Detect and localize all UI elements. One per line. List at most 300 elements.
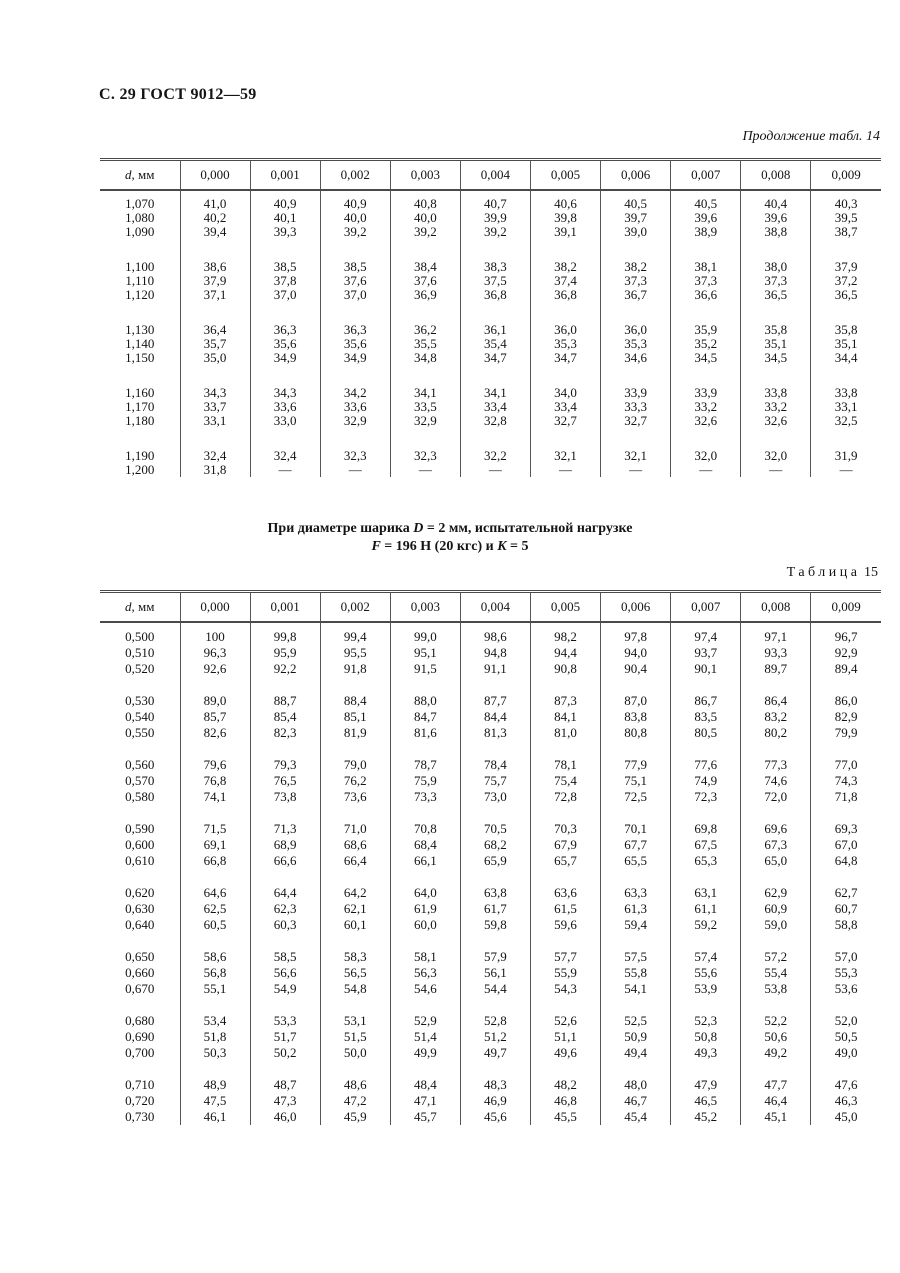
table-cell: 81,6: [390, 725, 460, 741]
table-cell: 72,5: [601, 789, 671, 805]
table-cell: 85,4: [250, 709, 320, 725]
table-cell: 37,1: [180, 288, 250, 302]
table-cell: 53,8: [741, 981, 811, 997]
table-cell: 57,9: [460, 949, 530, 965]
table-cell: 87,7: [460, 693, 530, 709]
table-cell: 34,6: [601, 351, 671, 365]
table-cell: 55,6: [671, 965, 741, 981]
table-cell: 32,7: [601, 414, 671, 428]
table-cell: 46,3: [811, 1093, 881, 1109]
table-cell: 0,690: [125, 1029, 155, 1044]
table-cell: —: [811, 463, 881, 477]
table-row: [100, 225, 881, 239]
column-header: d, мм: [100, 160, 180, 191]
table-cell: 58,8: [811, 917, 881, 933]
table-cell: 0,710: [125, 1077, 155, 1092]
table-cell: 1,070: [125, 196, 155, 211]
table-cell: 62,1: [320, 901, 390, 917]
table-cell: 34,7: [530, 351, 600, 365]
table-cell: 60,5: [180, 917, 250, 933]
table-cell: 68,6: [320, 837, 390, 853]
table-cell: 53,1: [320, 1013, 390, 1029]
table-cell: 56,1: [460, 965, 530, 981]
table-cell: 99,8: [250, 622, 320, 645]
table-cell: 58,5: [250, 949, 320, 965]
table-cell: 64,8: [811, 853, 881, 869]
table-cell: 53,6: [811, 981, 881, 997]
table-cell: 45,7: [390, 1109, 460, 1125]
table-cell: 38,3: [460, 260, 530, 274]
table-cell: 56,8: [180, 965, 250, 981]
page-header: С. 29 ГОСТ 9012—59: [99, 86, 257, 103]
table-cell: 47,7: [741, 1077, 811, 1093]
table-row: [100, 1013, 881, 1029]
table-cell: 38,1: [671, 260, 741, 274]
table-cell: 46,4: [741, 1093, 811, 1109]
table-cell: 57,5: [601, 949, 671, 965]
column-header: 0,003: [390, 592, 460, 623]
table-cell: 39,3: [250, 225, 320, 239]
table-row: [100, 288, 881, 302]
table-cell: 31,9: [811, 449, 881, 463]
table-cell: 50,9: [601, 1029, 671, 1045]
table-cell: 33,6: [320, 400, 390, 414]
table-cell: 36,7: [601, 288, 671, 302]
table-cell: 86,0: [811, 693, 881, 709]
table-cell: 32,0: [671, 449, 741, 463]
table-cell: —: [530, 463, 600, 477]
table-cell: 37,3: [601, 274, 671, 288]
table-cell: 60,7: [811, 901, 881, 917]
table-cell: 38,2: [530, 260, 600, 274]
table-row: [100, 901, 881, 917]
table-cell: 32,6: [741, 414, 811, 428]
table-cell: 33,1: [811, 400, 881, 414]
table-cell: 36,1: [460, 323, 530, 337]
header-row: [100, 592, 881, 623]
table-cell: 33,3: [601, 400, 671, 414]
table-cell: 40,2: [180, 211, 250, 225]
table-cell: 38,7: [811, 225, 881, 239]
table-row: [100, 693, 881, 709]
table-cell: 46,0: [250, 1109, 320, 1125]
table-cell: 39,7: [601, 211, 671, 225]
table-cell: 83,8: [601, 709, 671, 725]
row-group-spacer: [100, 302, 881, 323]
table-cell: —: [460, 463, 530, 477]
table-cell: 68,2: [460, 837, 530, 853]
table-cell: 54,4: [460, 981, 530, 997]
table-row: [100, 1109, 881, 1125]
table-cell: 40,9: [320, 190, 390, 211]
table-cell: 59,8: [460, 917, 530, 933]
header-row: [100, 160, 881, 191]
table-cell: 1,100: [125, 260, 155, 274]
table-cell: 50,3: [180, 1045, 250, 1061]
table-cell: 48,4: [390, 1077, 460, 1093]
table-cell: 39,6: [741, 211, 811, 225]
table-cell: 55,9: [530, 965, 600, 981]
table-cell: 0,680: [125, 1013, 155, 1028]
table-cell: 90,4: [601, 661, 671, 677]
table-cell: 66,8: [180, 853, 250, 869]
table-cell: 82,6: [180, 725, 250, 741]
table-cell: 50,5: [811, 1029, 881, 1045]
table-cell: 34,4: [811, 351, 881, 365]
table15-label-word: Таблица: [786, 565, 861, 580]
table-cell: 74,1: [180, 789, 250, 805]
table-cell: 67,7: [601, 837, 671, 853]
table-cell: 45,4: [601, 1109, 671, 1125]
table-cell: 0,510: [125, 645, 155, 660]
table-cell: 49,4: [601, 1045, 671, 1061]
table-cell: 98,2: [530, 622, 600, 645]
column-header: 0,009: [811, 592, 881, 623]
table-cell: 47,2: [320, 1093, 390, 1109]
table-row: [100, 351, 881, 365]
table-cell: 60,1: [320, 917, 390, 933]
table-cell: 54,1: [601, 981, 671, 997]
table-cell: 82,9: [811, 709, 881, 725]
table-cell: 53,4: [180, 1013, 250, 1029]
table-cell: 40,4: [741, 190, 811, 211]
table-cell: 34,2: [320, 386, 390, 400]
table-cell: 60,0: [390, 917, 460, 933]
table-cell: 32,4: [250, 449, 320, 463]
table-cell: 46,7: [601, 1093, 671, 1109]
table-row: [100, 965, 881, 981]
table-cell: 0,630: [125, 901, 155, 916]
table-cell: 83,5: [671, 709, 741, 725]
table-cell: 91,8: [320, 661, 390, 677]
table-cell: 90,8: [530, 661, 600, 677]
table-cell: 69,8: [671, 821, 741, 837]
table-cell: 36,6: [671, 288, 741, 302]
table-cell: 38,0: [741, 260, 811, 274]
table-cell: 81,3: [460, 725, 530, 741]
table-cell: 0,590: [125, 821, 155, 836]
column-header: 0,007: [671, 592, 741, 623]
table-cell: 35,6: [320, 337, 390, 351]
table-cell: 51,1: [530, 1029, 600, 1045]
table-cell: 48,3: [460, 1077, 530, 1093]
table-cell: 35,2: [671, 337, 741, 351]
column-header: 0,001: [250, 592, 320, 623]
table-cell: 39,9: [460, 211, 530, 225]
table-cell: 35,1: [811, 337, 881, 351]
table-cell: 35,0: [180, 351, 250, 365]
table-row: [100, 1045, 881, 1061]
table-cell: 33,8: [741, 386, 811, 400]
table-cell: 40,5: [671, 190, 741, 211]
table-cell: 68,9: [250, 837, 320, 853]
table-cell: 50,0: [320, 1045, 390, 1061]
table-cell: 0,730: [125, 1109, 155, 1124]
table-cell: 63,3: [601, 885, 671, 901]
row-group-spacer: [100, 869, 881, 885]
table-cell: 35,8: [811, 323, 881, 337]
table-cell: 40,1: [250, 211, 320, 225]
table-row: [100, 981, 881, 997]
table-cell: 93,7: [671, 645, 741, 661]
table-cell: 37,6: [390, 274, 460, 288]
table-cell: 36,3: [320, 323, 390, 337]
table-cell: 62,3: [250, 901, 320, 917]
table-cell: 34,9: [250, 351, 320, 365]
row-group-spacer: [100, 1061, 881, 1077]
table-cell: 0,640: [125, 917, 155, 932]
table-cell: 38,6: [180, 260, 250, 274]
table-cell: 66,1: [390, 853, 460, 869]
table-cell: 59,4: [601, 917, 671, 933]
table-row: [100, 260, 881, 274]
table-cell: 71,8: [811, 789, 881, 805]
table-cell: 32,8: [460, 414, 530, 428]
table-cell: 48,9: [180, 1077, 250, 1093]
table-cell: —: [320, 463, 390, 477]
table-cell: 51,4: [390, 1029, 460, 1045]
table-cell: 65,7: [530, 853, 600, 869]
table-cell: 32,6: [671, 414, 741, 428]
table-cell: 68,4: [390, 837, 460, 853]
table-cell: 59,0: [741, 917, 811, 933]
table-cell: 59,2: [671, 917, 741, 933]
table-cell: 33,2: [671, 400, 741, 414]
table-cell: 61,3: [601, 901, 671, 917]
table-cell: 32,1: [530, 449, 600, 463]
table-cell: 70,3: [530, 821, 600, 837]
row-group-spacer: [100, 428, 881, 449]
column-header: d, мм: [100, 592, 180, 623]
table-cell: 1,110: [125, 274, 155, 288]
table-cell: 37,8: [250, 274, 320, 288]
table-cell: 65,9: [460, 853, 530, 869]
table-cell: 75,9: [390, 773, 460, 789]
table-cell: 75,1: [601, 773, 671, 789]
table-row: [100, 337, 881, 351]
table-cell: 91,5: [390, 661, 460, 677]
table-cell: 0,700: [125, 1045, 155, 1060]
table-row: [100, 449, 881, 463]
table-row: [100, 661, 881, 677]
row-group-spacer: [100, 933, 881, 949]
table-row: [100, 323, 881, 337]
table-cell: 35,1: [741, 337, 811, 351]
table-cell: 62,9: [741, 885, 811, 901]
table-row: [100, 1029, 881, 1045]
column-header: 0,008: [741, 592, 811, 623]
table-cell: 55,1: [180, 981, 250, 997]
table-cell: 72,3: [671, 789, 741, 805]
table-cell: 35,6: [250, 337, 320, 351]
table-cell: 32,1: [601, 449, 671, 463]
table-cell: 77,6: [671, 757, 741, 773]
table-cell: 33,9: [601, 386, 671, 400]
table-cell: 73,6: [320, 789, 390, 805]
table-cell: 47,3: [250, 1093, 320, 1109]
table-cell: 71,0: [320, 821, 390, 837]
table-cell: 65,5: [601, 853, 671, 869]
table-cell: 37,0: [320, 288, 390, 302]
table-cell: 45,1: [741, 1109, 811, 1125]
table-cell: 89,7: [741, 661, 811, 677]
table-cell: 92,6: [180, 661, 250, 677]
table-cell: 37,9: [811, 260, 881, 274]
table15-heading-line2: F = 196 Н (20 кгс) и K = 5: [371, 539, 529, 554]
table-cell: 55,8: [601, 965, 671, 981]
table-row: [100, 190, 881, 211]
table-cell: 39,8: [530, 211, 600, 225]
table-cell: 52,9: [390, 1013, 460, 1029]
table-cell: 63,1: [671, 885, 741, 901]
table-cell: 49,7: [460, 1045, 530, 1061]
table-cell: 54,9: [250, 981, 320, 997]
table-cell: 65,3: [671, 853, 741, 869]
table-cell: 37,5: [460, 274, 530, 288]
table15-label: [787, 565, 878, 581]
table-cell: 39,2: [460, 225, 530, 239]
table-row: [100, 645, 881, 661]
table-cell: 32,0: [741, 449, 811, 463]
table-cell: 52,0: [811, 1013, 881, 1029]
table-cell: 0,670: [125, 981, 155, 996]
table-cell: 0,540: [125, 709, 155, 724]
table-cell: 32,4: [180, 449, 250, 463]
table-cell: 58,6: [180, 949, 250, 965]
table-cell: 32,2: [460, 449, 530, 463]
table-cell: 61,1: [671, 901, 741, 917]
table-cell: —: [601, 463, 671, 477]
table-cell: 84,4: [460, 709, 530, 725]
table-cell: 31,8: [180, 463, 250, 477]
table-cell: 96,7: [811, 622, 881, 645]
table-cell: 35,9: [671, 323, 741, 337]
table-cell: 67,0: [811, 837, 881, 853]
table-cell: 70,1: [601, 821, 671, 837]
table-cell: 98,6: [460, 622, 530, 645]
table-cell: 34,9: [320, 351, 390, 365]
table-cell: 80,8: [601, 725, 671, 741]
table-cell: 69,6: [741, 821, 811, 837]
table-cell: 94,0: [601, 645, 671, 661]
table-cell: 37,2: [811, 274, 881, 288]
table-cell: 75,7: [460, 773, 530, 789]
table-cell: 0,580: [125, 789, 155, 804]
table-cell: 38,4: [390, 260, 460, 274]
table-cell: 56,5: [320, 965, 390, 981]
table-cell: 78,7: [390, 757, 460, 773]
table-cell: 85,7: [180, 709, 250, 725]
table-cell: 39,2: [320, 225, 390, 239]
table-cell: 47,9: [671, 1077, 741, 1093]
table-cell: 32,9: [390, 414, 460, 428]
table-cell: 80,5: [671, 725, 741, 741]
table-cell: 61,9: [390, 901, 460, 917]
table-cell: 80,2: [741, 725, 811, 741]
table-cell: 67,3: [741, 837, 811, 853]
table-cell: 92,9: [811, 645, 881, 661]
table-cell: 47,1: [390, 1093, 460, 1109]
table-cell: 1,170: [125, 400, 155, 414]
table-row: [100, 725, 881, 741]
table-cell: 69,3: [811, 821, 881, 837]
column-header: 0,007: [671, 160, 741, 191]
table-cell: 57,2: [741, 949, 811, 965]
table-cell: 57,4: [671, 949, 741, 965]
row-group-spacer: [100, 239, 881, 260]
table-cell: 34,1: [390, 386, 460, 400]
table-cell: 1,190: [125, 449, 155, 463]
table-cell: 34,0: [530, 386, 600, 400]
table-cell: 52,3: [671, 1013, 741, 1029]
table15-grid: [100, 590, 881, 1125]
table-cell: 37,3: [741, 274, 811, 288]
table-cell: 34,8: [390, 351, 460, 365]
table-cell: 34,7: [460, 351, 530, 365]
table-cell: —: [250, 463, 320, 477]
column-header: 0,009: [811, 160, 881, 191]
table-cell: 49,2: [741, 1045, 811, 1061]
table-cell: 50,2: [250, 1045, 320, 1061]
table-cell: 36,4: [180, 323, 250, 337]
table-cell: 33,6: [250, 400, 320, 414]
table-cell: 64,2: [320, 885, 390, 901]
table-cell: 86,4: [741, 693, 811, 709]
table-cell: 40,8: [390, 190, 460, 211]
table-cell: 49,3: [671, 1045, 741, 1061]
table-cell: 36,3: [250, 323, 320, 337]
table-cell: 61,5: [530, 901, 600, 917]
table-cell: 45,5: [530, 1109, 600, 1125]
table-cell: 39,5: [811, 211, 881, 225]
table-cell: 50,8: [671, 1029, 741, 1045]
table-cell: 73,8: [250, 789, 320, 805]
table-row: [100, 211, 881, 225]
table-cell: 91,1: [460, 661, 530, 677]
table-cell: 37,0: [250, 288, 320, 302]
table-cell: 39,6: [671, 211, 741, 225]
table-cell: 1,080: [125, 211, 155, 225]
table-cell: 32,5: [811, 414, 881, 428]
table-cell: 0,650: [125, 949, 155, 964]
table-cell: 70,8: [390, 821, 460, 837]
table-cell: 33,7: [180, 400, 250, 414]
table-cell: 83,2: [741, 709, 811, 725]
table-cell: 51,8: [180, 1029, 250, 1045]
table-cell: 71,3: [250, 821, 320, 837]
table-cell: 79,0: [320, 757, 390, 773]
table-cell: 52,8: [460, 1013, 530, 1029]
column-header: 0,002: [320, 592, 390, 623]
table-cell: 81,0: [530, 725, 600, 741]
table-cell: 33,2: [741, 400, 811, 414]
table-cell: 86,7: [671, 693, 741, 709]
table-row: [100, 789, 881, 805]
table-cell: 51,7: [250, 1029, 320, 1045]
table-cell: 88,7: [250, 693, 320, 709]
table-cell: 99,0: [390, 622, 460, 645]
table-cell: 96,3: [180, 645, 250, 661]
table-cell: 48,6: [320, 1077, 390, 1093]
table-cell: 33,0: [250, 414, 320, 428]
table-cell: 70,5: [460, 821, 530, 837]
table-cell: 49,6: [530, 1045, 600, 1061]
table-cell: 97,8: [601, 622, 671, 645]
table-cell: 1,130: [125, 323, 155, 337]
row-group-spacer: [100, 365, 881, 386]
table-cell: 0,570: [125, 773, 155, 788]
table-cell: 67,9: [530, 837, 600, 853]
